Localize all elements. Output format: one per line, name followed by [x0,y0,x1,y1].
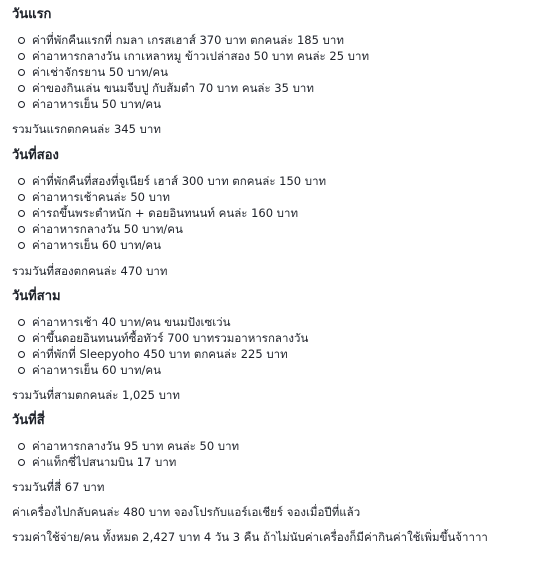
expense-item [18,314,537,330]
day-heading: วันที่สาม [12,289,61,304]
day-heading: วันแรก [12,7,52,22]
circle-bullet-icon [18,194,25,201]
day-heading: วันที่สอง [12,148,59,163]
trip-expense-document [12,6,537,545]
expense-item [18,48,537,64]
circle-bullet-icon [18,335,25,342]
expense-item-text: ค่ารถขึ้นพระตำหนัก + ดอยอินทนนท์ คนล่ะ 160 บาท [32,206,299,220]
expense-item [18,330,537,346]
circle-bullet-icon [18,242,25,249]
circle-bullet-icon [18,53,25,60]
day-summary: รวมวันแรกตกคนล่ะ 345 บาท [12,122,161,136]
grand-total: รวมค่าใช้จ่าย/คน ทั้งหมด 2,427 บาท 4 วัน 3 คืน ถ้าไม่นับค่าเครื่องก็มีค่ากินค่าใช้เพิ่มขึ้นจ้าาาา [12,530,488,544]
expense-item [18,438,537,454]
expense-item [18,96,537,112]
expense-item [18,346,537,362]
expense-item [18,80,537,96]
flight-cost-note: ค่าเครื่องไปกลับคนล่ะ 480 บาท จองโปรกับแอร์เอเชียร์ จองเมื่อปีที่แล้ว [12,505,361,519]
circle-bullet-icon [18,459,25,466]
day-summary: รวมวันที่สองตกคนล่ะ 470 บาท [12,264,168,278]
expense-item-text: ค่าอาหารเย็น 60 บาท/คน [32,363,161,377]
circle-bullet-icon [18,443,25,450]
expense-item-text: ค่าของกินเล่น ขนมจีบปู กับส้มตำ 70 บาท คนล่ะ 35 บาท [32,81,314,95]
expense-item [18,362,537,378]
expense-item-text: ค่าที่พักที่ Sleepyoho 450 บาท ตกคนล่ะ 225 บาท [32,347,288,361]
expense-item-text: ค่าที่พักคืนที่สองที่จูเนียร์ เฮาส์ 300 บาท ตกคนล่ะ 150 บาท [32,174,327,188]
circle-bullet-icon [18,226,25,233]
expense-item [18,221,537,237]
expense-item [18,237,537,253]
circle-bullet-icon [18,69,25,76]
circle-bullet-icon [18,85,25,92]
expense-item [18,189,537,205]
day-summary: รวมวันที่สามตกคนล่ะ 1,025 บาท [12,388,180,402]
expense-item [18,205,537,221]
circle-bullet-icon [18,210,25,217]
circle-bullet-icon [18,351,25,358]
circle-bullet-icon [18,101,25,108]
expense-item [18,64,537,80]
circle-bullet-icon [18,37,25,44]
day-summary: รวมวันที่สี่ 67 บาท [12,480,105,494]
expense-item-text: ค่าเช่าจักรยาน 50 บาท/คน [32,65,168,79]
expense-item-text: ค่าอาหารกลางวัน เกาเหลาหมู ข้าวเปล่าสอง 50 บาท คนล่ะ 25 บาท [32,49,370,63]
day-heading: วันที่สี่ [12,413,45,428]
expense-list [12,438,537,470]
expense-item-text: ค่าที่พักคืนแรกที่ กมลา เกรสเฮาส์ 370 บาท ตกคนล่ะ 185 บาท [32,33,344,47]
expense-item-text: ค่าอาหารเย็น 60 บาท/คน [32,238,161,252]
expense-list [12,314,537,378]
expense-item [18,173,537,189]
expense-item-text: ค่าอาหารเย็น 50 บาท/คน [32,97,161,111]
expense-item-text: ค่าอาหารเช้า 40 บาท/คน ขนมปังเซเว่น [32,315,231,329]
expense-item-text: ค่าอาหารเช้าคนล่ะ 50 บาท [32,190,170,204]
expense-item-text: ค่าขึ้นดอยอินทนนท์ซื้อทัวร์ 700 บาทรวมอาหารกลางวัน [32,331,309,345]
circle-bullet-icon [18,178,25,185]
expense-item-text: ค่าอาหารกลางวัน 95 บาท คนล่ะ 50 บาท [32,439,240,453]
expense-list [12,173,537,253]
circle-bullet-icon [18,367,25,374]
circle-bullet-icon [18,319,25,326]
expense-item-text: ค่าแท็กซี่ไปสนามบิน 17 บาท [32,455,177,469]
expense-item-text: ค่าอาหารกลางวัน 50 บาท/คน [32,222,183,236]
expense-item [18,32,537,48]
expense-item [18,454,537,470]
expense-list [12,32,537,112]
